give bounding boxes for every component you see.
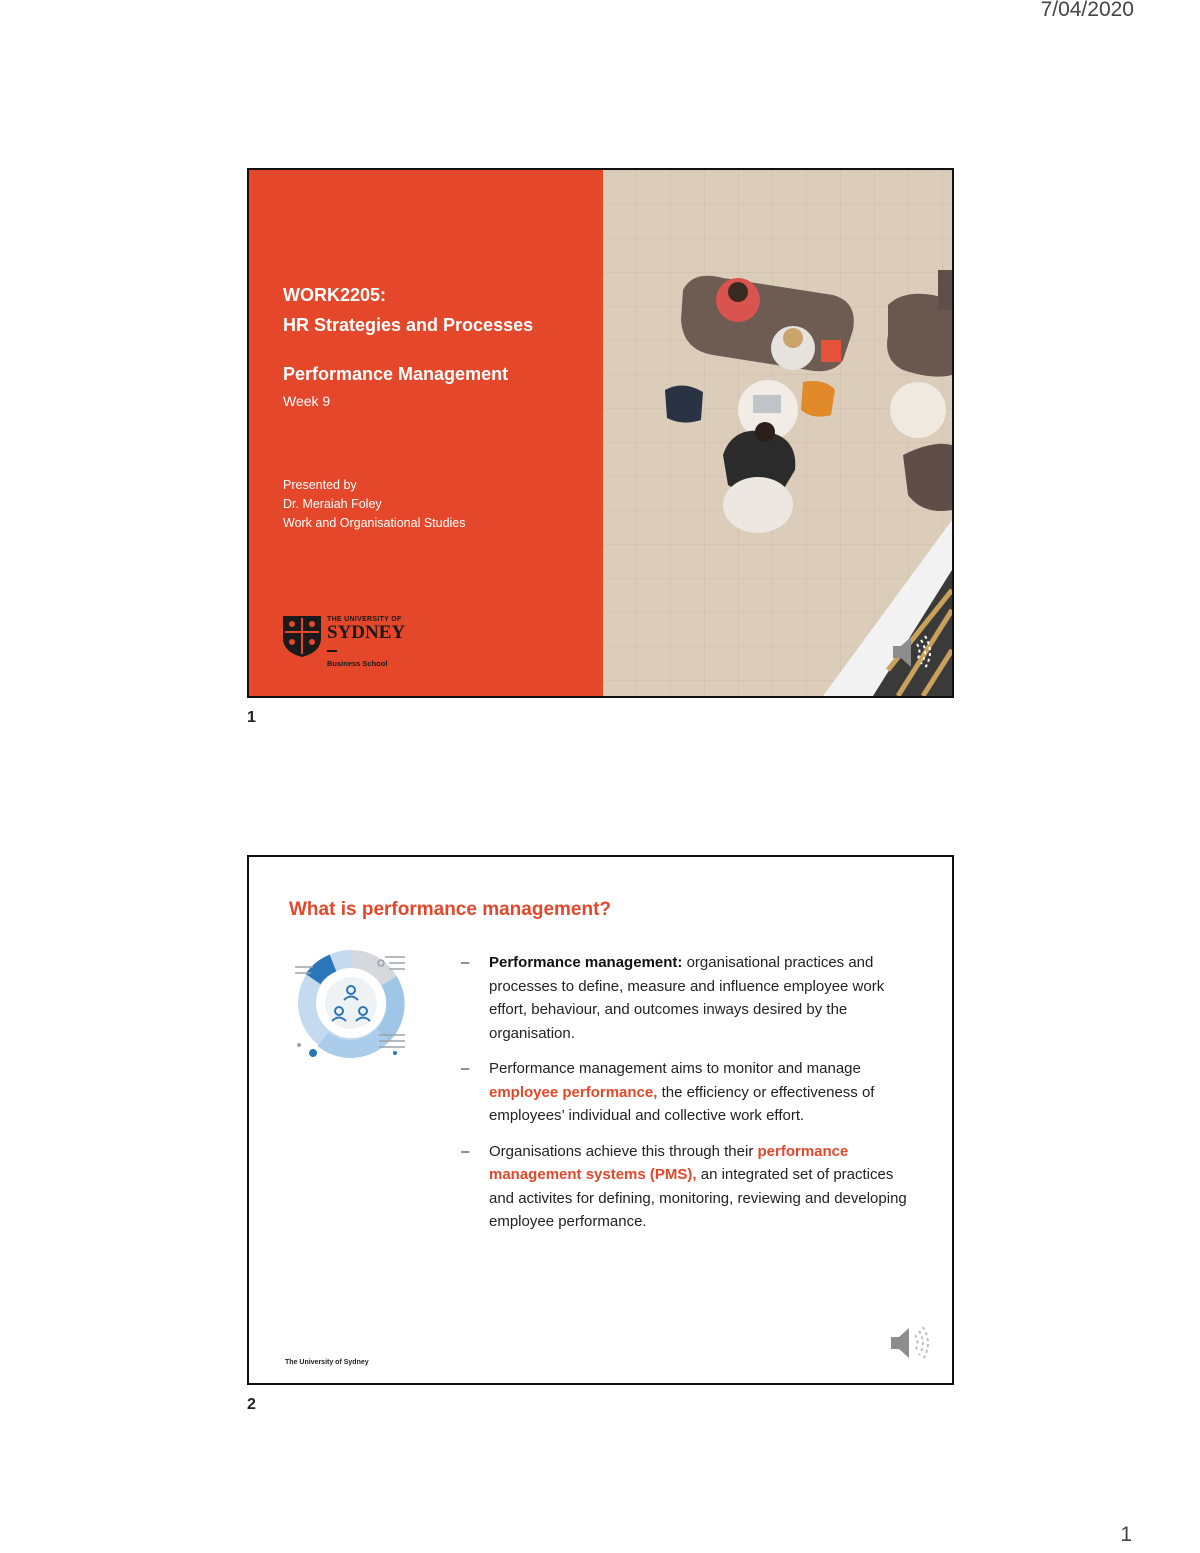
topic-title: Performance Management — [283, 364, 509, 384]
slide-1-number: 1 — [247, 709, 256, 726]
speaker-icon[interactable] — [887, 1323, 933, 1363]
logo-sydney: SYDNEY — [327, 622, 406, 643]
crest-icon — [281, 614, 323, 658]
course-code: WORK2205: — [283, 285, 387, 305]
people-network-icon — [293, 945, 413, 1065]
week-label: Week 9 — [283, 393, 331, 409]
header-date: 7/04/2020 — [1040, 0, 1134, 21]
logo-university-of: THE UNIVERSITY OF — [327, 616, 402, 623]
presented-by: Presented by — [283, 478, 357, 492]
presenter-block — [283, 476, 466, 533]
bullet-list — [461, 951, 911, 1246]
course-title: HR Strategies and Processes — [283, 315, 534, 335]
students-photo — [603, 170, 952, 696]
slide-1 — [247, 168, 954, 698]
course-heading — [283, 280, 533, 340]
slide-2 — [247, 855, 954, 1385]
speaker-icon[interactable] — [889, 632, 935, 672]
title-panel — [249, 170, 603, 696]
logo-business-school: Business School — [327, 659, 388, 668]
bullet-aims: – Performance management aims to monitor and manage employee performance, the efficiency or effectiveness of employees’ individual and collective work effort. — [461, 1057, 911, 1128]
slide-2-footer: The University of Sydney — [285, 1359, 369, 1366]
page-number: 1 — [1120, 1523, 1132, 1546]
slide-2-number: 2 — [247, 1396, 256, 1413]
bullet-pms: – Organisations achieve this through their performance management systems (PMS), an integrated set of practices and activites for defining, monitoring, reviewing and developing employee performance. — [461, 1140, 911, 1234]
slide-2-title: What is performance management? — [289, 899, 612, 920]
bullet-definition: – Performance management: organisational practices and processes to define, measure and influence employee work effort, behaviour, and outcomes inways desired by the organisation. — [461, 951, 911, 1045]
university-logo — [281, 614, 411, 672]
presenter-name: Dr. Meraiah Foley — [283, 497, 382, 511]
department: Work and Organisational Studies — [283, 516, 466, 530]
